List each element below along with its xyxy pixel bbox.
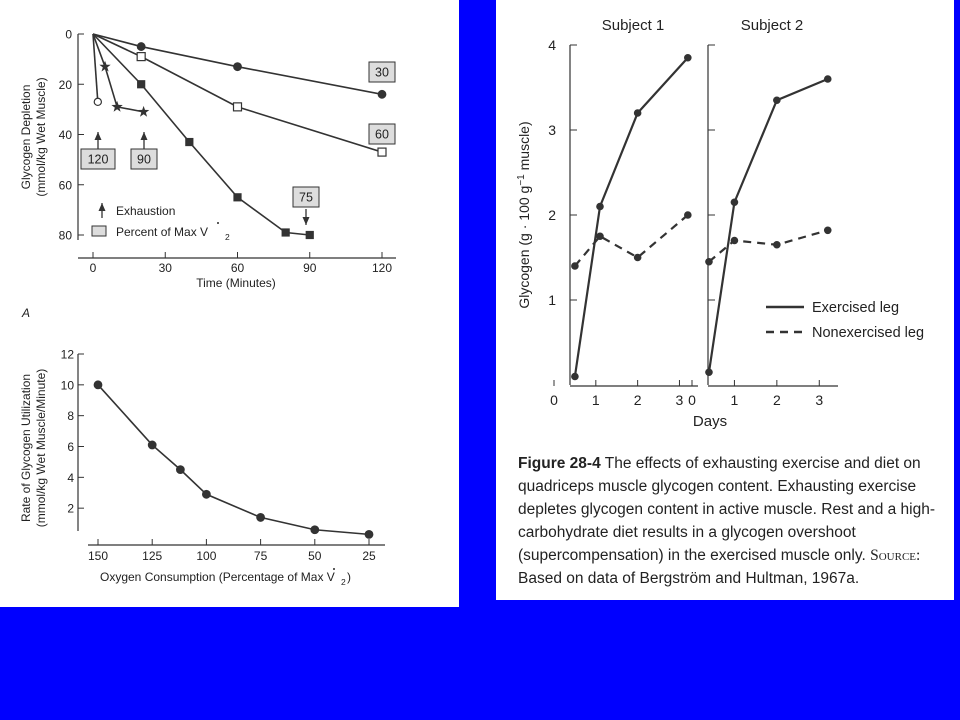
x-tick-label: 100 <box>196 549 217 563</box>
data-point <box>705 368 713 376</box>
data-point <box>111 101 122 112</box>
data-point <box>731 237 739 245</box>
y-axis-title-line1: Rate of Glycogen Utilization <box>19 373 33 523</box>
data-point <box>596 203 604 211</box>
series-line <box>98 385 369 535</box>
y-tick-label: 20 <box>58 77 72 92</box>
y-axis-title-end: muscle) <box>516 121 532 175</box>
data-point <box>234 63 242 71</box>
data-point <box>824 75 832 83</box>
data-point <box>634 109 642 117</box>
source-label: Source: <box>870 547 921 564</box>
x-tick-label: 150 <box>87 549 109 563</box>
legend-nonexercised: Nonexercised leg <box>812 325 925 341</box>
exhaustion-arrow-90-head <box>141 132 148 140</box>
left-figure-panel <box>0 0 459 607</box>
data-point <box>177 466 185 474</box>
y-tick-label: 4 <box>548 37 556 53</box>
x-tick-label: 1 <box>730 392 739 408</box>
series-line <box>709 79 828 372</box>
data-point <box>234 103 242 111</box>
data-point <box>148 441 156 449</box>
y-tick-label: 6 <box>67 440 74 454</box>
data-point <box>186 139 193 146</box>
x-tick-label: 2 <box>772 392 781 408</box>
x-axis-title: Time (Minutes) <box>196 276 276 290</box>
data-point <box>684 54 692 62</box>
legend-percent-sub: 2 <box>225 232 230 242</box>
series-label-60: 60 <box>375 127 389 142</box>
y-tick-label: 10 <box>60 378 74 393</box>
y-tick-label: 60 <box>58 178 72 193</box>
data-point <box>94 98 101 105</box>
y-tick-label: 8 <box>67 409 74 424</box>
x-tick-label: 2 <box>633 392 642 408</box>
legend-box-swatch <box>92 226 106 236</box>
y-tick-label: 80 <box>58 228 72 243</box>
series-label-120: 120 <box>87 152 109 167</box>
glycogen-charts-left <box>0 0 459 607</box>
series-line <box>93 34 382 152</box>
data-point <box>378 91 386 99</box>
chart-a <box>19 28 396 321</box>
x-tick-label: 120 <box>371 261 393 275</box>
legend-exercised: Exercised leg <box>812 300 900 316</box>
x-axis-title-end: ) <box>347 570 351 584</box>
data-point <box>731 198 739 206</box>
x-tick-label: 3 <box>815 392 824 408</box>
data-point <box>378 148 386 156</box>
data-point <box>138 106 149 117</box>
legend-percent: Percent of Max V <box>116 225 209 239</box>
y-tick-label: 1 <box>548 292 556 308</box>
chart-b <box>19 348 385 588</box>
y-axis-title-line2: (mmol/kg Wet Muscle/Minute) <box>34 368 48 528</box>
x-tick-label: 125 <box>142 549 163 563</box>
glycogen-days-charts <box>496 0 954 445</box>
panel-label: A <box>22 306 31 320</box>
series-label-90: 90 <box>137 152 151 167</box>
series-line <box>575 58 688 377</box>
x-axis-title-sub: 2 <box>341 577 346 587</box>
chart-subject-2 <box>688 17 924 430</box>
exhaustion-arrow-75-head <box>303 217 310 225</box>
y-axis-title-sup: −1 <box>516 174 527 186</box>
data-point <box>634 254 642 262</box>
x-tick-label: 0 <box>550 392 558 408</box>
data-point <box>684 211 692 219</box>
legend-arrow-head <box>99 203 106 211</box>
x-tick-label: 50 <box>308 549 322 563</box>
x-tick-label: 25 <box>362 549 376 563</box>
exhaustion-arrow-120-head <box>95 132 102 140</box>
y-tick-label: 12 <box>60 347 74 362</box>
data-point <box>824 227 832 235</box>
x-tick-label: 30 <box>158 261 172 275</box>
data-point <box>306 232 313 239</box>
y-tick-label: 40 <box>58 128 72 142</box>
right-figure-panel <box>496 0 954 600</box>
data-point <box>137 43 145 51</box>
chart-subject-1 <box>516 17 698 408</box>
x-axis-title: Days <box>692 413 728 430</box>
y-tick-label: 4 <box>67 470 74 485</box>
data-point <box>773 96 781 104</box>
x-tick-label: 3 <box>675 392 684 408</box>
data-point <box>571 262 579 270</box>
figure-caption-text: The effects of exhausting exercise and diet on quadriceps muscle glycogen content. Exhausting exercise depletes glycogen content in active muscle. Rest and a high-carbohydrate diet results in a glycogen overshoot (supercompensation) in the exercised muscle only. <box>518 455 936 564</box>
chart-title: Subject 2 <box>740 17 804 34</box>
y-tick-label: 2 <box>67 501 74 516</box>
x-tick-label: 60 <box>230 261 245 275</box>
y-axis-title-line1: Glycogen Depletion <box>19 84 33 190</box>
x-tick-label: 0 <box>688 392 696 408</box>
x-tick-label: 0 <box>89 261 97 275</box>
legend-exhaustion: Exhaustion <box>116 204 176 218</box>
data-point <box>282 229 289 236</box>
x-tick-label: 75 <box>253 549 268 563</box>
y-axis-title <box>516 121 532 308</box>
series-label-30: 30 <box>375 65 389 80</box>
y-axis-title-main: Glycogen (g · 100 g <box>516 185 532 309</box>
series-label-75: 75 <box>299 190 313 205</box>
data-point <box>99 61 110 72</box>
y-tick-label: 2 <box>548 207 556 223</box>
data-point <box>596 232 604 240</box>
data-point <box>138 81 145 88</box>
data-point <box>137 53 145 61</box>
figure-caption <box>518 452 948 590</box>
chart-title: Subject 1 <box>601 17 665 34</box>
data-point <box>365 531 373 539</box>
data-point <box>773 241 781 249</box>
y-axis-title-line2: (mmol/kg Wet Muscle) <box>34 77 48 197</box>
source-text: Based on data of Bergström and Hultman, 1967a. <box>518 570 860 587</box>
x-tick-label: 90 <box>303 261 317 275</box>
y-tick-label: 3 <box>548 122 556 138</box>
x-axis-title: Oxygen Consumption (Percentage of Max V <box>100 570 335 584</box>
data-point <box>234 194 241 201</box>
data-point <box>311 526 319 534</box>
data-point <box>571 373 579 381</box>
data-point <box>94 381 102 389</box>
y-tick-label: 0 <box>65 27 72 42</box>
data-point <box>203 490 211 498</box>
data-point <box>705 258 713 266</box>
figure-number: Figure 28-4 <box>518 455 601 472</box>
data-point <box>257 514 265 522</box>
x-tick-label: 1 <box>591 392 600 408</box>
